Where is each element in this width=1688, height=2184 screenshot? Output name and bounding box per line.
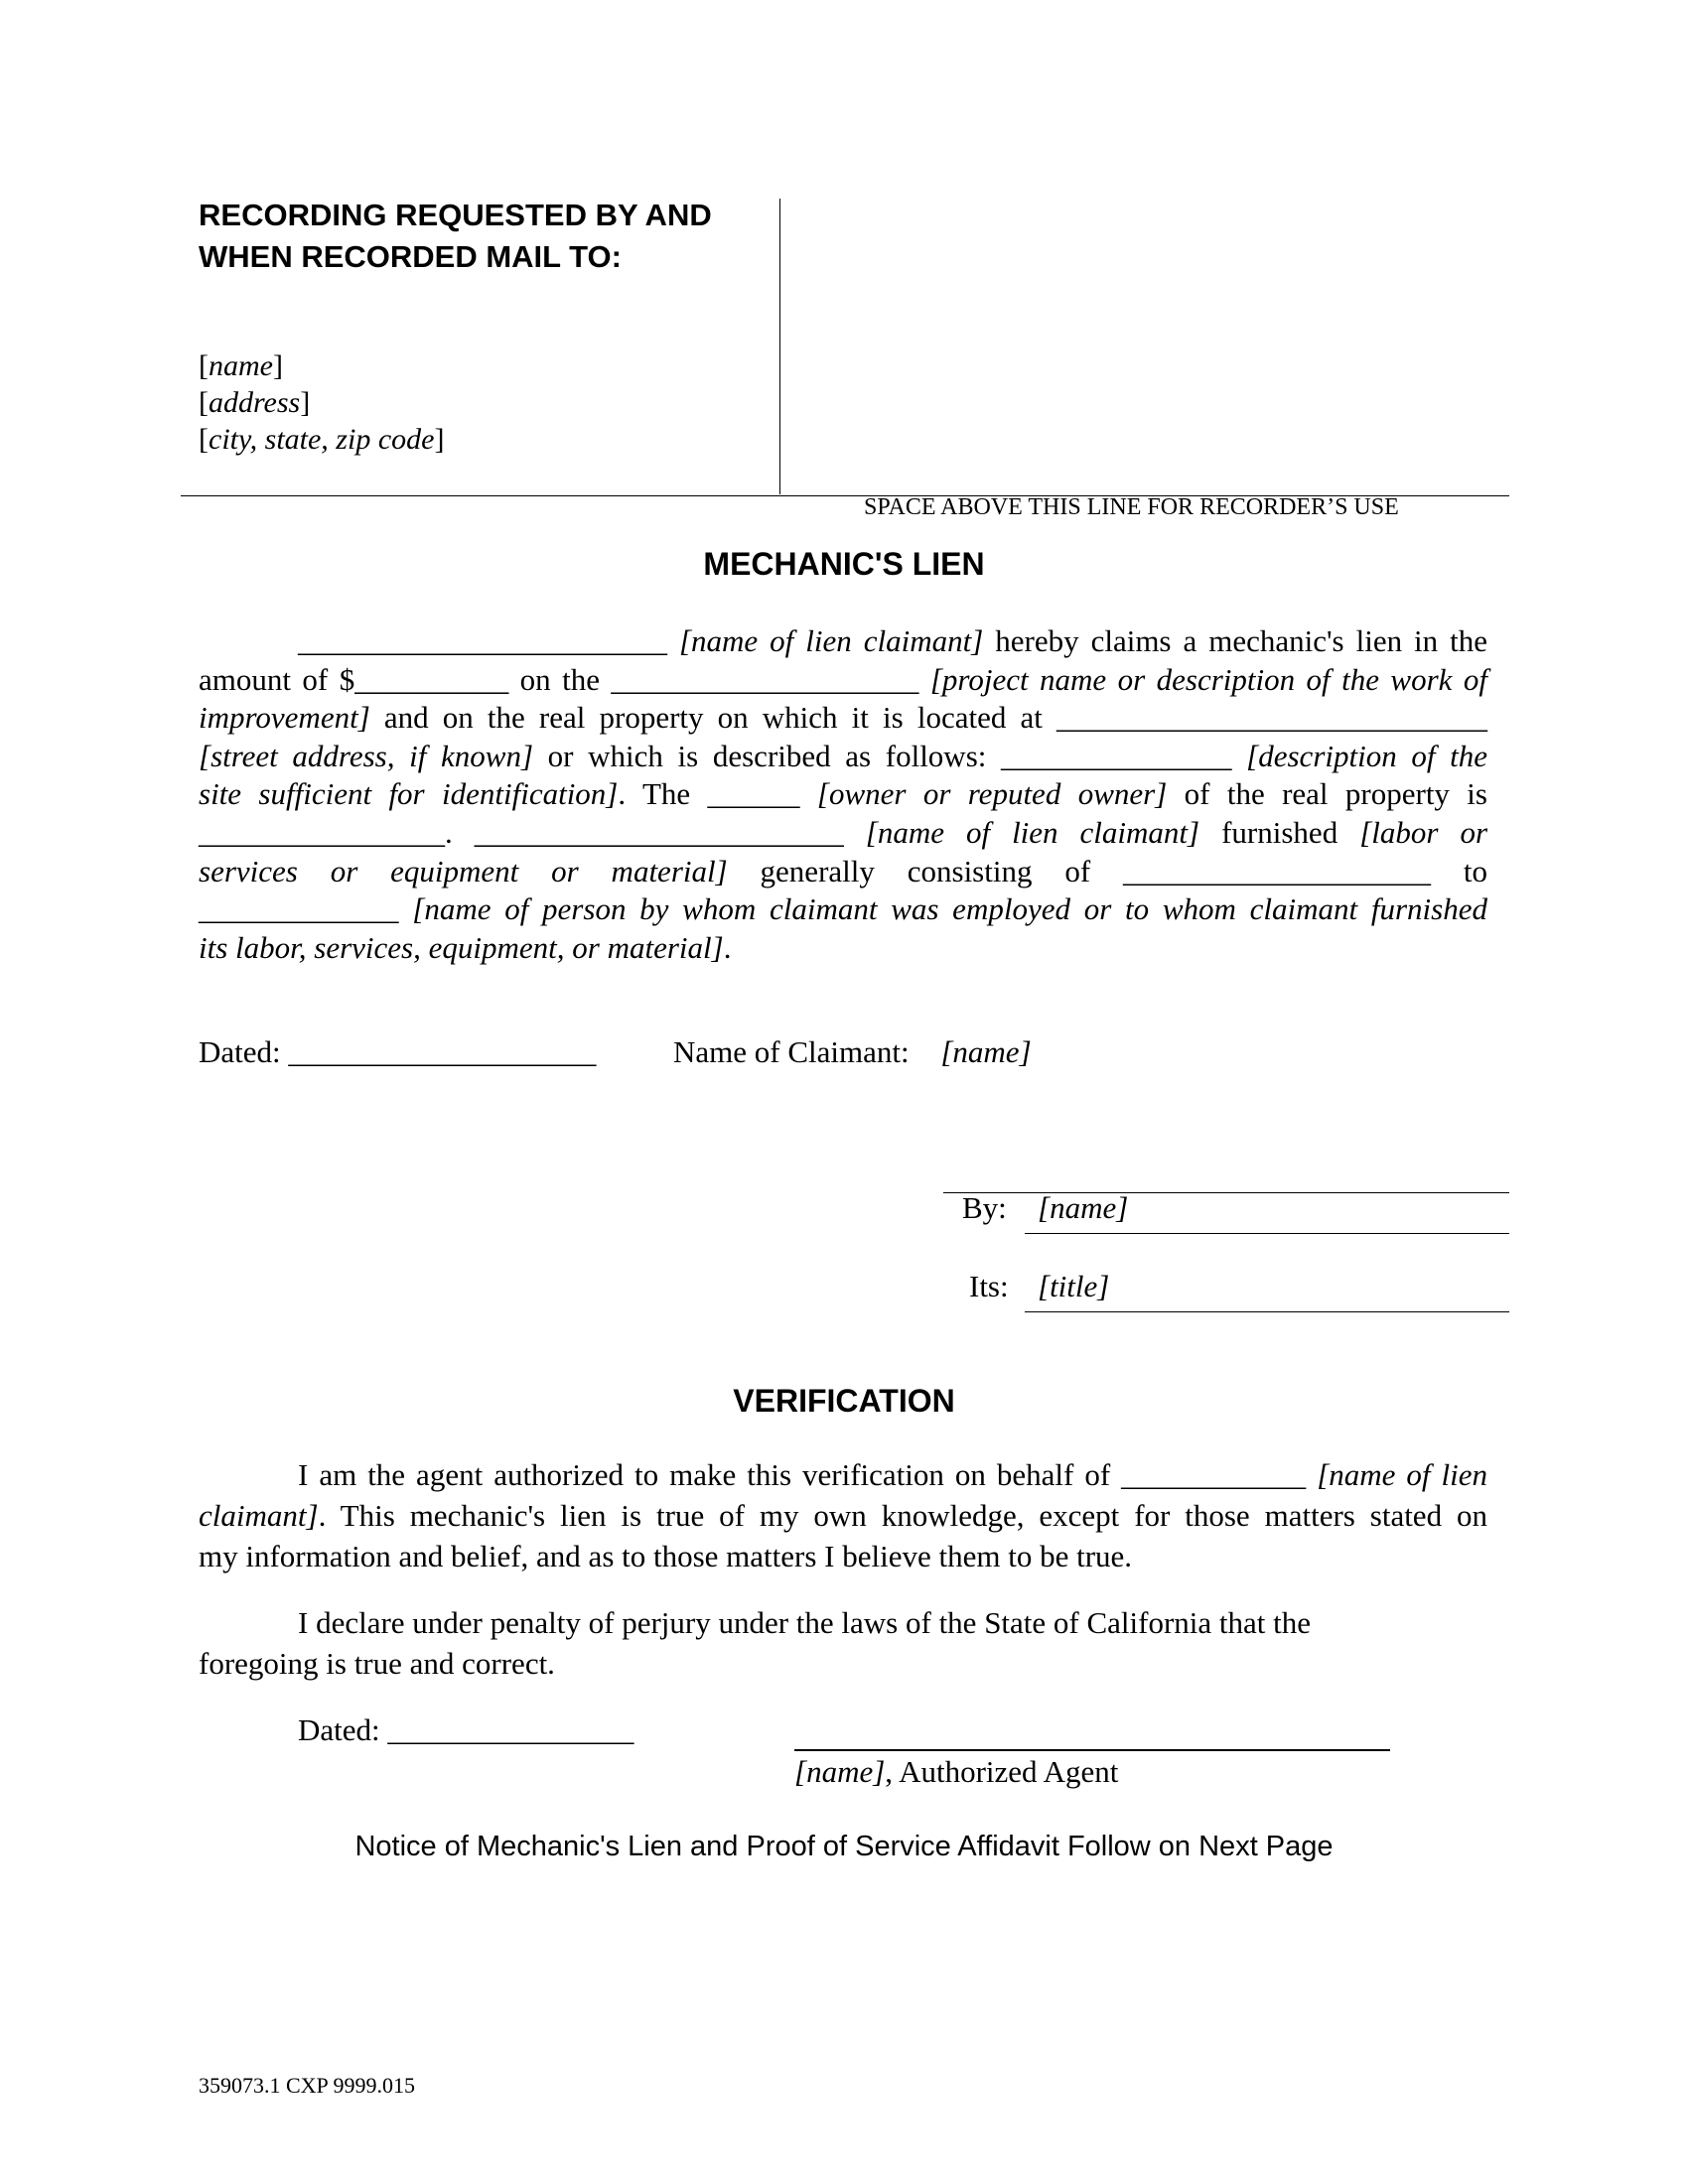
verification-title: VERIFICATION	[733, 1383, 955, 1419]
paragraph-line: [street address, if known] or which is described as follows: _______________ [description of the	[199, 738, 1487, 773]
paragraph-line: its labor, services, equipment, or material].	[199, 929, 732, 965]
mail-to-name: [name]	[199, 349, 283, 382]
agent-name: [name]	[794, 1754, 886, 1789]
by-line[interactable]	[1025, 1233, 1509, 1234]
verification-dated-blank[interactable]: ________________	[387, 1712, 634, 1747]
its-line[interactable]	[1025, 1311, 1509, 1312]
paragraph-line: ________________________ [name of lien claimant] hereby claims a mechanic's lien in the	[298, 623, 1488, 658]
next-page-notice: Notice of Mechanic's Lien and Proof of Service Affidavit Follow on Next Page	[354, 1831, 1334, 1862]
recording-header	[199, 195, 712, 278]
paragraph-line: I declare under penalty of perjury under the laws of the State of California that the	[298, 1605, 1312, 1640]
paragraph-line: _____________ [name of person by whom claimant was employed or to whom claimant furnished	[199, 891, 1487, 927]
lien-dated-label: Dated:	[199, 1034, 281, 1069]
mail-to-street: [address]	[199, 386, 311, 419]
lien-body	[199, 622, 1487, 967]
recording-divider-vertical	[779, 199, 780, 494]
mail-to-address	[199, 347, 444, 458]
claimant-name-label: Name of Claimant:	[673, 1034, 910, 1069]
signature-line[interactable]	[943, 1192, 1509, 1193]
paragraph-line: I am the agent authorized to make this verification on behalf of ____________ [name of lien	[298, 1457, 1487, 1492]
lien-dated-blank[interactable]: ____________________	[288, 1034, 597, 1069]
claimant-name	[673, 1034, 1032, 1070]
agent-signature-line[interactable]	[794, 1749, 1390, 1751]
paragraph-line: site sufficient for identification]. The ______ [owner or reputed owner] of the real property is	[199, 776, 1487, 812]
paragraph-line: my information and belief, and as to those matters I believe them to be true.	[199, 1539, 1133, 1573]
paragraph-line: foregoing is true and correct.	[199, 1646, 555, 1681]
its-label: Its:	[969, 1269, 1009, 1303]
verification-dated-label: Dated:	[298, 1712, 380, 1747]
recorder-use-label: SPACE ABOVE THIS LINE FOR RECORDER’S USE	[864, 494, 1399, 520]
recording-header-line1: RECORDING REQUESTED BY AND	[199, 198, 712, 232]
document-id: 359073.1 CXP 9999.015	[199, 2073, 415, 2098]
agent-title: , Authorized Agent	[885, 1754, 1119, 1789]
paragraph-line: services or equipment or material] generally consisting of ____________________ to	[199, 853, 1487, 888]
verification-paragraph-1	[199, 1454, 1487, 1576]
mail-to-city: [city, state, zip code]	[199, 423, 445, 456]
paragraph-line: claimant]. This mechanic's lien is true of my own knowledge, except for those matters stated on	[199, 1498, 1487, 1533]
lien-title: MECHANIC'S LIEN	[703, 546, 985, 582]
lien-dated	[199, 1034, 596, 1070]
verification-dated	[298, 1712, 633, 1748]
paragraph-line: improvement] and on the real property on which it is located at ____________________________	[199, 700, 1487, 736]
by-value: [name]	[1038, 1190, 1129, 1225]
its-value: [title]	[1038, 1269, 1110, 1303]
paragraph-line: amount of $__________ on the ____________________ [project name or description of the work of	[199, 661, 1487, 697]
recording-header-line2: WHEN RECORDED MAIL TO:	[199, 239, 622, 274]
agent-caption	[794, 1754, 1118, 1790]
by-label: By:	[962, 1190, 1007, 1225]
claimant-name-value: [name]	[940, 1034, 1032, 1069]
paragraph-line: ________________. ________________________ [name of lien claimant] furnished [labor or	[199, 814, 1488, 850]
verification-paragraph-2	[199, 1602, 1487, 1684]
